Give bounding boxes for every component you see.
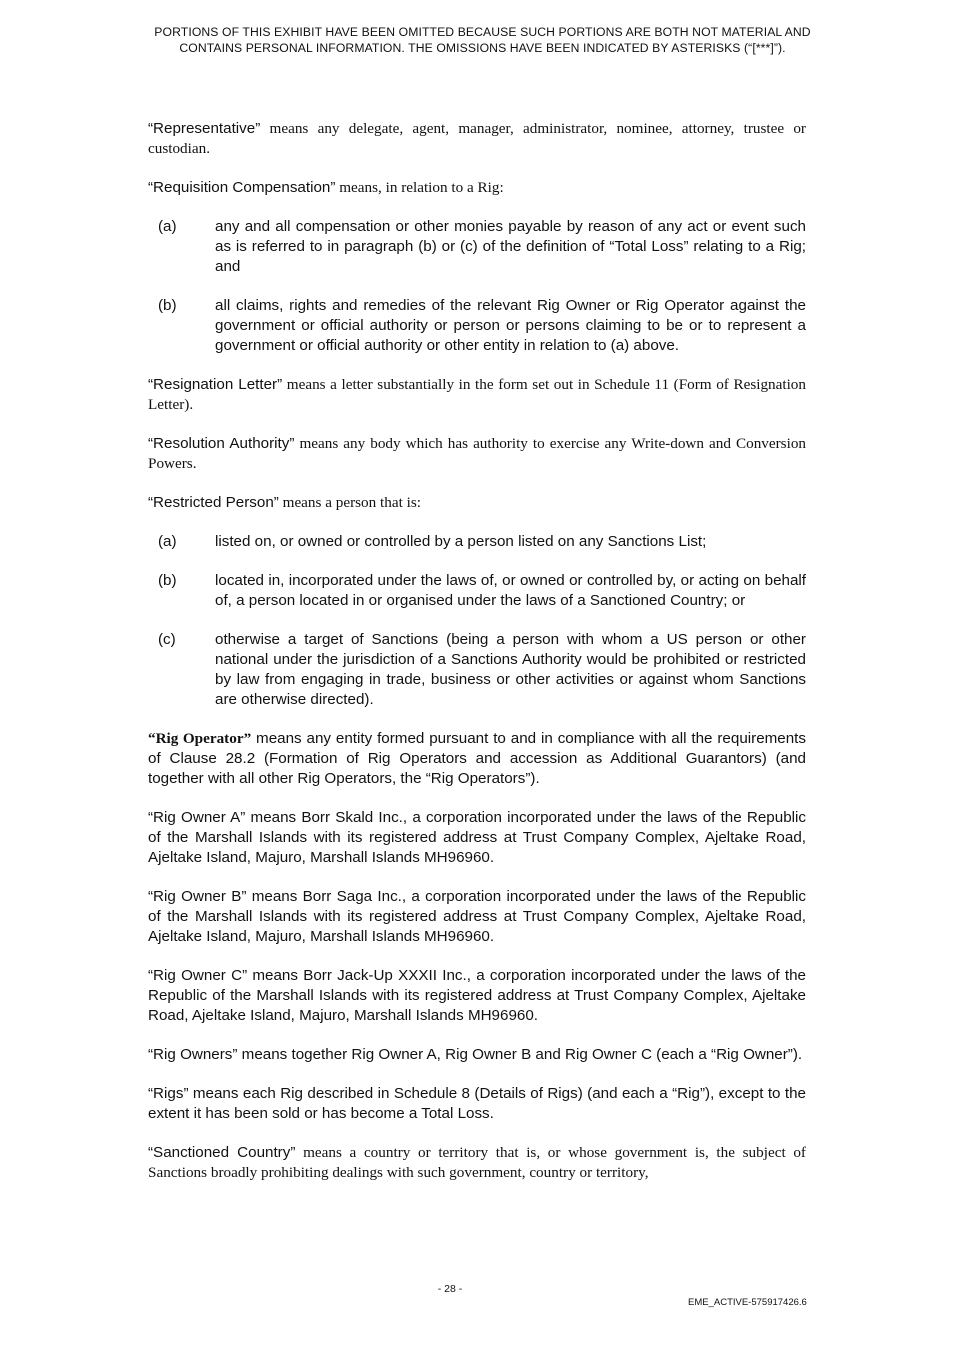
definition-text: means a letter substantially in the form set out in Schedule 11 (Form of Resignation Letter). xyxy=(148,376,806,413)
definition-text: means a country or territory that is, or whose government is, the subject of Sanctions broadly prohibiting dealings with such government, country or territory, xyxy=(148,1144,806,1181)
definition-text: means any delegate, agent, manager, administrator, nominee, attorney, trustee or custodian. xyxy=(148,120,806,157)
list-text: listed on, or owned or controlled by a person listed on any Sanctions List; xyxy=(215,533,707,550)
definition-rig-owner-c xyxy=(148,966,806,1026)
definition-text: means each Rig described in Schedule 8 (Details of Rigs) (and each a “Rig”), except to the extent it has been sold or has become a Total Loss. xyxy=(148,1085,806,1122)
definition-text: means Borr Skald Inc., a corporation incorporated under the laws of the Republic of the Marshall Islands with its registered address at Trust Company Complex, Ajeltake Road, Ajeltake Island, Majuro, Marshall Islands MH96960. xyxy=(148,809,806,866)
definition-rig-owners xyxy=(148,1045,806,1065)
defined-term: “Representative” xyxy=(148,120,261,137)
list-label: (a) xyxy=(158,533,177,550)
definition-rig-owner-b xyxy=(148,887,806,947)
list-label: (a) xyxy=(158,218,177,235)
defined-term: “Sanctioned Country” xyxy=(148,1144,296,1161)
page-number: - 28 - xyxy=(437,1283,463,1295)
header-line-1: PORTIONS OF THIS EXHIBIT HAVE BEEN OMITTED BECAUSE SUCH PORTIONS ARE BOTH NOT MATERIAL AND xyxy=(154,25,811,39)
list-label: (b) xyxy=(158,297,177,314)
defined-term: “Rig Operator” xyxy=(148,730,252,747)
definition-resignation-letter xyxy=(148,375,806,415)
document-reference: EME_ACTIVE-575917426.6 xyxy=(688,1297,807,1308)
defined-term: “Rig Owner B” xyxy=(148,888,247,905)
defined-term: “Resignation Letter” xyxy=(148,376,283,393)
list-item xyxy=(148,532,806,552)
definition-text: means Borr Saga Inc., a corporation incorporated under the laws of the Republic of the Marshall Islands with its registered address at Trust Company Complex, Ajeltake Road, Ajeltake Island, Majuro, Marshall Islands MH96960. xyxy=(148,888,806,945)
list-item xyxy=(148,217,806,277)
defined-term: “Requisition Compensation” xyxy=(148,179,336,196)
definition-resolution-authority xyxy=(148,434,806,474)
exhibit-header xyxy=(100,24,865,56)
definition-text: means, in relation to a Rig: xyxy=(335,179,504,196)
definition-text: means a person that is: xyxy=(278,494,421,511)
defined-term: “Rig Owners” xyxy=(148,1046,238,1063)
definition-representative xyxy=(148,119,806,159)
definition-sanctioned-country xyxy=(148,1143,806,1183)
list-item xyxy=(148,630,806,710)
defined-term: “Rig Owner C” xyxy=(148,967,248,984)
definition-text: means any body which has authority to exercise any Write-down and Conversion Powers. xyxy=(148,435,807,472)
definitions-body xyxy=(148,119,806,1202)
definition-text: means together Rig Owner A, Rig Owner B and Rig Owner C (each a “Rig Owner”). xyxy=(237,1046,803,1063)
list-item xyxy=(148,571,806,611)
list-text: otherwise a target of Sanctions (being a person with whom a US person or other national under the jurisdiction of a Sanctions Authority would be prohibited or restricted by law from engaging in trade, business or other activities or against whom Sanctions are otherwise directed). xyxy=(215,631,806,708)
definition-rig-owner-a xyxy=(148,808,806,868)
definition-rig-operator xyxy=(148,729,806,789)
definition-text: means any entity formed pursuant to and in compliance with all the requirements of Clause 28.2 (Formation of Rig Operators and accession as Additional Guarantors) (and together with all other Rig Operators, the “Rig Operators”). xyxy=(148,730,806,787)
list-text: any and all compensation or other monies payable by reason of any act or event such as is referred to in paragraph (b) or (c) of the definition of “Total Loss” relating to a Rig; and xyxy=(215,218,806,275)
definition-text: means Borr Jack-Up XXXII Inc., a corporation incorporated under the laws of the Republic of the Marshall Islands with its registered address at Trust Company Complex, Ajeltake Road, Ajeltake Island, Majuro, Marshall Islands MH96960. xyxy=(148,967,806,1024)
list-text: located in, incorporated under the laws of, or owned or controlled by, or acting on behalf of, a person located in or organised under the laws of a Sanctioned Country; or xyxy=(215,572,806,609)
list-label: (c) xyxy=(158,631,176,648)
defined-term: “Rigs” xyxy=(148,1085,189,1102)
defined-term: “Resolution Authority” xyxy=(148,435,295,452)
list-text: all claims, rights and remedies of the relevant Rig Owner or Rig Operator against the government or official authority or person or persons claiming to be or to represent a government or official authority or other entity in relation to (a) above. xyxy=(215,297,806,354)
definition-requisition-compensation xyxy=(148,178,806,198)
definition-restricted-person xyxy=(148,493,806,513)
defined-term: “Rig Owner A” xyxy=(148,809,246,826)
list-item xyxy=(148,296,806,356)
header-line-2: CONTAINS PERSONAL INFORMATION. THE OMISSIONS HAVE BEEN INDICATED BY ASTERISKS (“[***]”). xyxy=(179,41,786,55)
defined-term: “Restricted Person” xyxy=(148,494,279,511)
definition-rigs xyxy=(148,1084,806,1124)
list-label: (b) xyxy=(158,572,177,589)
